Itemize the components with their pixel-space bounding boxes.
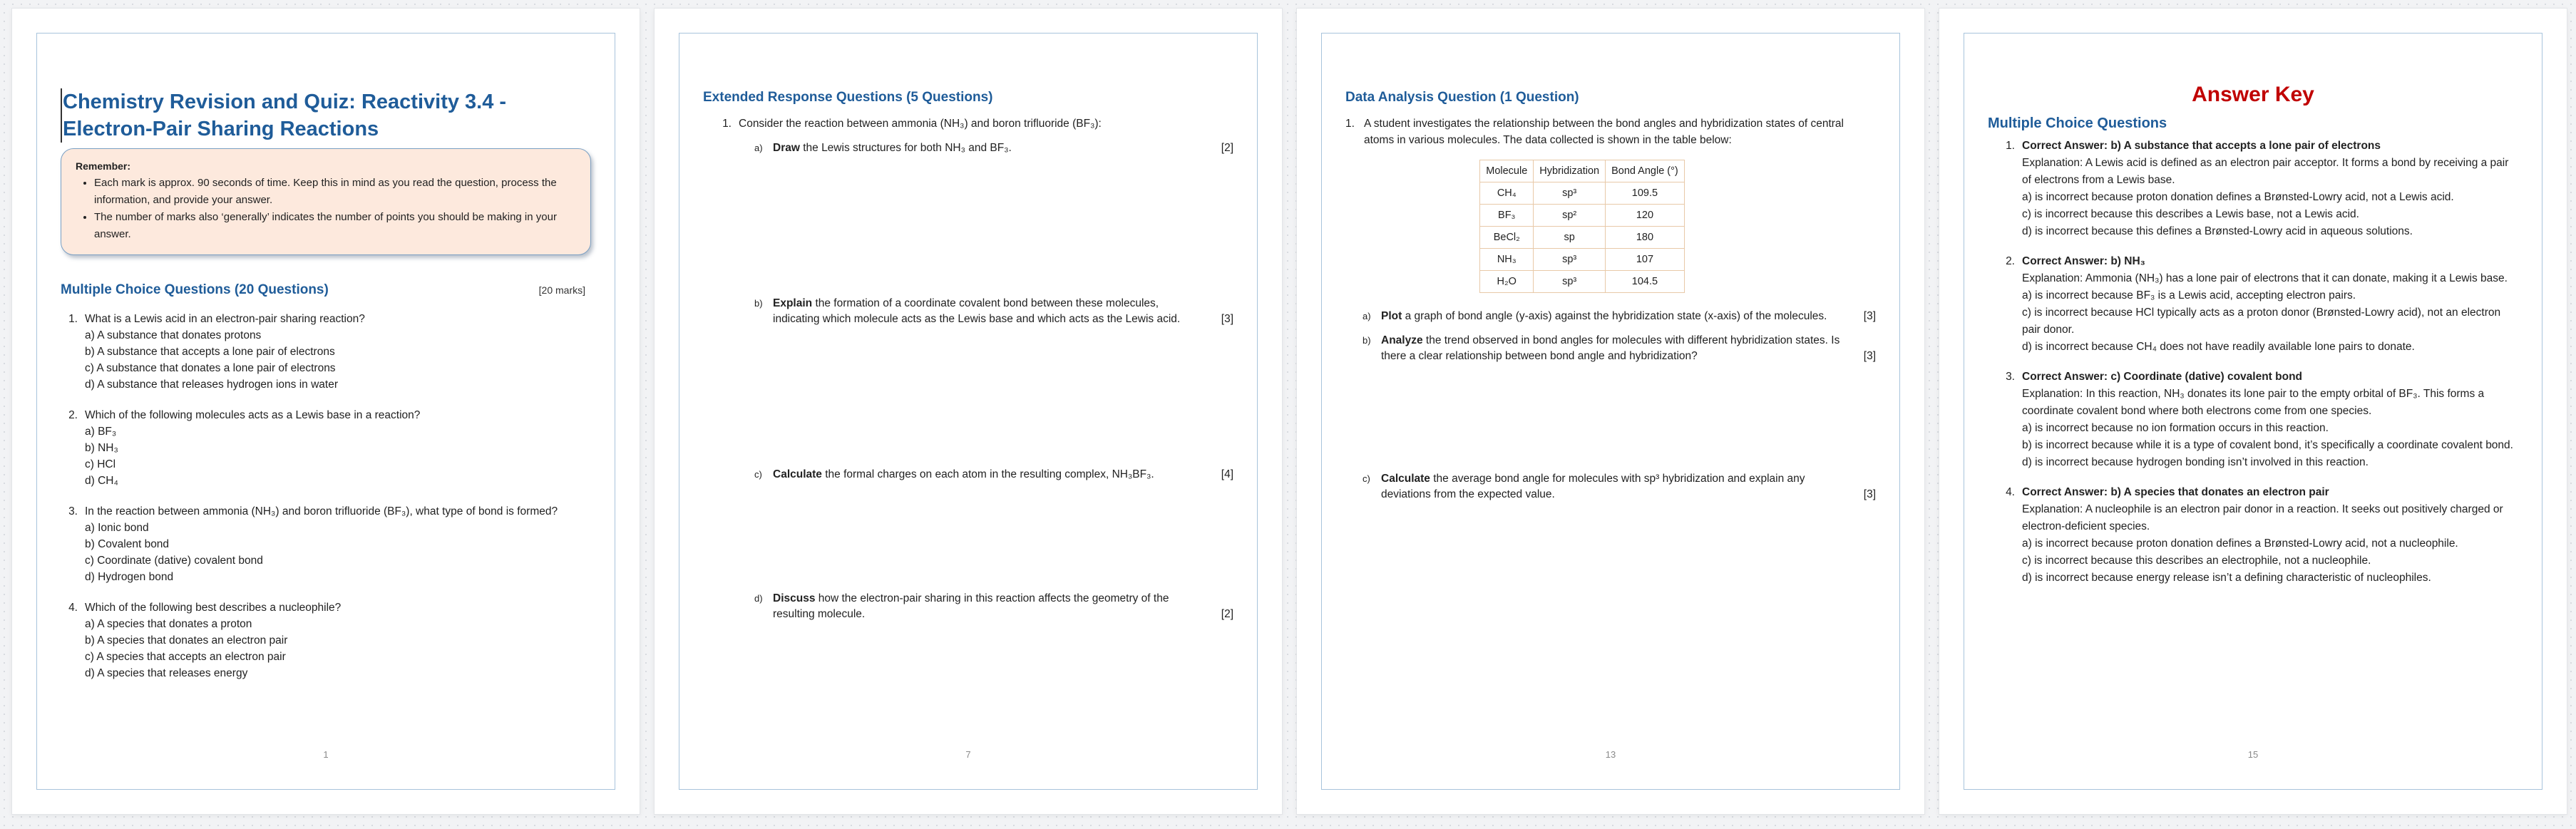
question-text[interactable]: In the reaction between ammonia (NH₃) and boron trifluoride (BF₃), what type of bond is formed? <box>85 505 558 518</box>
document-page-1 <box>12 9 640 814</box>
part-label: a) <box>754 143 763 153</box>
question-text[interactable]: What is a Lewis acid in an electron-pair sharing reaction? <box>85 313 365 325</box>
answer-option[interactable]: b) Covalent bond <box>85 538 170 550</box>
answer-key-title[interactable]: Answer Key <box>2192 83 2314 106</box>
table-cell: sp³ <box>1534 271 1606 293</box>
question-number: 2. <box>68 409 78 421</box>
question-text[interactable]: Consider the reaction between ammonia (NH₃) and boron trifluoride (BF₃): <box>739 118 1102 130</box>
part-marks: [2] <box>1221 608 1233 620</box>
part-label: b) <box>1363 335 1371 346</box>
page-number: 1 <box>323 749 329 760</box>
table-row <box>1480 271 1685 293</box>
answer-number: 4. <box>2006 486 2015 498</box>
answer-option[interactable]: c) HCl <box>85 458 116 470</box>
explanation-line: Explanation: A nucleophile is an electron pair donor in a reaction. It seeks out positively charged or electron-deficient species. <box>2022 503 2503 532</box>
table-cell: NH₃ <box>1480 249 1534 271</box>
answer-option[interactable]: d) A species that releases energy <box>85 667 248 679</box>
remember-list <box>76 175 575 243</box>
question-text[interactable]: A student investigates the relationship between the bond angles and hybridization states of central atoms in various molecules. The data collected is shown in the table below: <box>1364 118 1844 146</box>
question-item <box>61 407 591 489</box>
question-item <box>61 599 591 681</box>
question-item <box>61 311 591 393</box>
answer-list <box>1988 138 2518 587</box>
table-cell: sp³ <box>1534 182 1606 205</box>
question-number: 1. <box>722 118 732 130</box>
table-cell: 104.5 <box>1606 271 1685 293</box>
page-number: 7 <box>965 749 971 760</box>
answer-option[interactable]: c) A species that accepts an electron pair <box>85 651 286 663</box>
data-table <box>1479 160 1685 293</box>
part-text[interactable]: the formal charges on each atom in the resulting complex, NH₃BF₃. <box>821 468 1154 480</box>
remember-callout <box>61 148 591 255</box>
remember-item: • Each mark is approx. 90 seconds of time. Keep this in mind as you read the question, process the information, and provide your answer. <box>94 175 575 209</box>
section-title[interactable]: Data Analysis Question (1 Question) <box>1345 90 1579 105</box>
explanation-line: d) is incorrect because hydrogen bonding isn’t involved in this reaction. <box>2022 456 2369 468</box>
part-marks: [3] <box>1863 310 1876 322</box>
explanation-line: d) is incorrect because CH₄ does not have readily available lone pairs to donate. <box>2022 341 2415 353</box>
part-marks: [3] <box>1863 488 1876 500</box>
section-title[interactable]: Extended Response Questions (5 Questions) <box>703 90 993 105</box>
explanation-line: c) is incorrect because this describes a Lewis base, not a Lewis acid. <box>2022 208 2359 220</box>
answer-number: 1. <box>2006 140 2015 152</box>
question-number: 1. <box>1345 118 1355 130</box>
part-marks: [3] <box>1221 313 1233 325</box>
question-item <box>1345 115 1847 148</box>
table-row <box>1480 205 1685 227</box>
correct-answer: Correct Answer: c) Coordinate (dative) covalent bond <box>2022 371 2303 383</box>
question-list <box>61 311 591 681</box>
remember-title: Remember: <box>76 160 131 172</box>
question-text[interactable]: Which of the following molecules acts as a Lewis base in a reaction? <box>85 409 421 421</box>
table-cell: H₂O <box>1480 271 1534 293</box>
correct-answer: Correct Answer: b) NH₃ <box>2022 255 2145 267</box>
table-cell: sp² <box>1534 205 1606 227</box>
question-part <box>754 467 1233 483</box>
part-label: d) <box>754 593 763 604</box>
answer-option[interactable]: b) A species that donates an electron pair <box>85 634 288 647</box>
explanation-line: a) is incorrect because proton donation defines a Brønsted-Lowry acid, not a nucleophile. <box>2022 537 2458 550</box>
command-verb: Explain <box>773 297 813 309</box>
part-text[interactable]: the trend observed in bond angles for molecules with different hybridization states. Is there a clear relationship between bond angle and hybridization? <box>1381 334 1840 362</box>
question-item <box>703 115 1233 132</box>
table-cell: sp <box>1534 227 1606 249</box>
table-header-row <box>1480 160 1685 182</box>
explanation-line: a) is incorrect because no ion formation occurs in this reaction. <box>2022 422 2329 434</box>
explanation-line: Explanation: A Lewis acid is defined as an electron pair acceptor. It forms a bond by receiving a pair of electrons from a Lewis base. <box>2022 157 2509 186</box>
answer-option[interactable]: a) BF₃ <box>85 426 117 438</box>
explanation-line: b) is incorrect because while it is a type of covalent bond, it’s specifically a coordinate covalent bond. <box>2022 439 2513 451</box>
table-cell: sp³ <box>1534 249 1606 271</box>
answer-item <box>1988 369 2518 471</box>
table-cell: 180 <box>1606 227 1685 249</box>
table-cell: BF₃ <box>1480 205 1534 227</box>
section-title[interactable]: Multiple Choice Questions <box>1988 115 2167 131</box>
answer-item <box>1988 253 2518 356</box>
command-verb: Plot <box>1381 310 1402 322</box>
question-part <box>1363 309 1876 324</box>
command-verb: Draw <box>773 142 800 154</box>
part-text[interactable]: how the electron-pair sharing in this reaction affects the geometry of the resulting molecule. <box>773 592 1169 620</box>
question-part <box>754 140 1233 156</box>
table-cell: 107 <box>1606 249 1685 271</box>
question-part <box>1363 471 1876 503</box>
question-part <box>754 296 1233 327</box>
answer-option[interactable]: a) Ionic bond <box>85 522 149 534</box>
part-label: a) <box>1363 311 1371 321</box>
answer-option[interactable]: a) A substance that donates protons <box>85 329 262 341</box>
table-cell: 109.5 <box>1606 182 1685 205</box>
table-row <box>1480 182 1685 205</box>
document-page-7 <box>655 9 1282 814</box>
answer-option[interactable]: d) A substance that releases hydrogen ions in water <box>85 379 338 391</box>
page-title[interactable]: Chemistry Revision and Quiz: Reactivity 3.4 - Electron-Pair Sharing Reactions <box>61 88 591 143</box>
correct-answer: Correct Answer: b) A species that donates an electron pair <box>2022 486 2329 498</box>
document-page-13 <box>1297 9 1924 814</box>
answer-option[interactable]: b) A substance that accepts a lone pair of electrons <box>85 346 335 358</box>
answer-number: 3. <box>2006 371 2015 383</box>
question-number: 3. <box>68 505 78 518</box>
explanation-line: c) is incorrect because this describes an electrophile, not a nucleophile. <box>2022 555 2371 567</box>
table-cell: 120 <box>1606 205 1685 227</box>
answer-item <box>1988 138 2518 240</box>
explanation-line: a) is incorrect because BF₃ is a Lewis acid, accepting electron pairs. <box>2022 289 2356 302</box>
explanation-line: d) is incorrect because energy release isn’t a defining characteristic of nucleophiles. <box>2022 572 2431 584</box>
question-parts <box>754 140 1233 622</box>
question-number: 4. <box>68 602 78 614</box>
answer-option[interactable]: d) CH₄ <box>85 475 118 487</box>
table-cell: CH₄ <box>1480 182 1534 205</box>
question-part <box>1363 333 1876 364</box>
command-verb: Calculate <box>1381 473 1430 485</box>
command-verb: Discuss <box>773 592 816 604</box>
part-text[interactable]: the formation of a coordinate covalent bond between these molecules, indicating which molecule acts as the Lewis base and which acts as the Lewis acid. <box>773 297 1181 325</box>
question-text[interactable]: Which of the following best describes a nucleophile? <box>85 602 342 614</box>
column-header: Hybridization <box>1534 160 1606 182</box>
column-header: Bond Angle (°) <box>1606 160 1685 182</box>
part-marks: [3] <box>1863 350 1876 362</box>
part-label: c) <box>754 469 762 480</box>
section-marks: [20 marks] <box>538 284 585 296</box>
table-row <box>1480 249 1685 271</box>
question-item <box>61 503 591 585</box>
answer-option[interactable]: a) A species that donates a proton <box>85 618 252 630</box>
part-text[interactable]: a graph of bond angle (y-axis) against the hybridization state (x-axis) of the molecules. <box>1402 310 1827 322</box>
part-marks: [4] <box>1221 468 1233 480</box>
explanation-line: Explanation: In this reaction, NH₃ donates its lone pair to the empty orbital of BF₃. This forms a coordinate covalent bond where both electrons come from one species. <box>2022 388 2485 417</box>
part-label: b) <box>754 298 763 309</box>
section-header <box>61 282 591 298</box>
correct-answer: Correct Answer: b) A substance that accepts a lone pair of electrons <box>2022 140 2381 152</box>
part-marks: [2] <box>1221 142 1233 154</box>
explanation-line: c) is incorrect because HCl typically acts as a proton donor (Brønsted-Lowry acid), not an electron pair donor. <box>2022 307 2501 336</box>
answer-option[interactable]: c) A substance that donates a lone pair of electrons <box>85 362 336 374</box>
command-verb: Calculate <box>773 468 822 480</box>
document-page-15 <box>1939 9 2567 814</box>
command-verb: Analyze <box>1381 334 1423 346</box>
answer-item <box>1988 484 2518 587</box>
part-label: c) <box>1363 473 1370 484</box>
page-number: 15 <box>2247 749 2259 760</box>
answer-number: 2. <box>2006 255 2015 267</box>
answer-option[interactable]: b) NH₃ <box>85 442 118 454</box>
section-title[interactable]: Multiple Choice Questions (20 Questions) <box>61 282 329 297</box>
answer-option[interactable]: d) Hydrogen bond <box>85 571 174 583</box>
question-number: 1. <box>68 313 78 325</box>
part-text[interactable]: the average bond angle for molecules with sp³ hybridization and explain any deviations from the expected value. <box>1381 473 1805 500</box>
page-number: 13 <box>1605 749 1616 760</box>
part-text[interactable]: the Lewis structures for both NH₃ and BF₃. <box>799 142 1012 154</box>
table-row <box>1480 227 1685 249</box>
explanation-line: Explanation: Ammonia (NH₃) has a lone pair of electrons that it can donate, making it a Lewis base. <box>2022 272 2508 284</box>
remember-item: • The number of marks also ‘generally’ indicates the number of points you should be making in your answer. <box>94 209 575 243</box>
table-cell: BeCl₂ <box>1480 227 1534 249</box>
data-table-wrap <box>1345 160 1876 293</box>
explanation-line: d) is incorrect because this defines a Brønsted-Lowry acid in aqueous solutions. <box>2022 225 2413 237</box>
explanation-line: a) is incorrect because proton donation defines a Brønsted-Lowry acid, not a Lewis acid. <box>2022 191 2454 203</box>
answer-option[interactable]: c) Coordinate (dative) covalent bond <box>85 555 263 567</box>
question-parts <box>1363 309 1876 503</box>
question-part <box>754 591 1233 622</box>
column-header: Molecule <box>1480 160 1534 182</box>
